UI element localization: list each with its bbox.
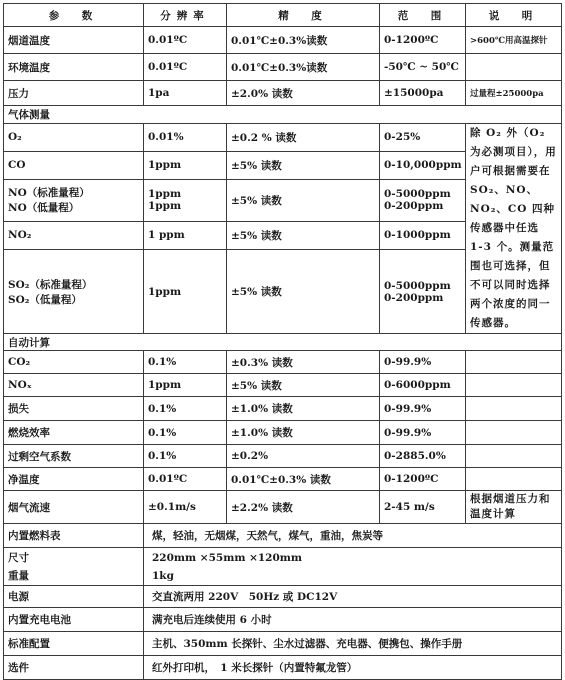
range-cell: 0-1000ppm [380, 221, 466, 250]
range-cell [380, 180, 466, 221]
table-row [4, 491, 562, 524]
note-cell [466, 421, 562, 445]
param-cell [4, 180, 144, 221]
range-cell: 2-45 m/s [380, 491, 466, 524]
param-line: 尺寸 [8, 551, 29, 564]
note-cell: 根据烟道压力和温度计算 [466, 491, 562, 524]
accuracy-cell: ±5% 读数 [227, 250, 380, 334]
resolution-cell: 1pa [144, 81, 227, 106]
value-line: 220mm ×55mm ×120mm [152, 551, 303, 564]
param-line: 重量 [8, 569, 29, 582]
value-cell: 煤，轻油，无烟煤，天然气，煤气，重油，焦炭等 [144, 524, 562, 548]
accuracy-cell: ±0.2% [227, 445, 380, 468]
param-cell: 过剩空气系数 [4, 445, 144, 468]
table-row [4, 608, 562, 632]
param-cell: CO₂ [4, 351, 144, 374]
resolution-cell: 0.01ºC [144, 27, 227, 54]
resolution-cell: 1ppm [144, 374, 227, 397]
param-cell: NO₂ [4, 221, 144, 250]
table-row [4, 468, 562, 491]
table-row [4, 421, 562, 445]
header-note: 说 明 [466, 4, 562, 27]
header-resolution: 分辨率 [144, 4, 227, 27]
range-cell: 0-25% [380, 124, 466, 152]
accuracy-cell: ±1.0% 读数 [227, 397, 380, 421]
note-cell [466, 351, 562, 374]
table-row [4, 632, 562, 656]
accuracy-cell: ±5% 读数 [227, 374, 380, 397]
range-line: 0-200ppm [384, 200, 444, 213]
range-cell [380, 250, 466, 334]
range-cell: ±15000pa [380, 81, 466, 106]
param-cell: 电源 [4, 586, 144, 608]
param-cell: 烟道温度 [4, 27, 144, 54]
resolution-cell: 1 ppm [144, 221, 227, 250]
param-cell: 内置充电电池 [4, 608, 144, 632]
value-line: 1kg [152, 569, 174, 582]
param-cell: 损失 [4, 397, 144, 421]
range-cell: 0-2885.0% [380, 445, 466, 468]
range-line: 0-5000ppm [384, 279, 451, 292]
resolution-cell: 0.01ºC [144, 468, 227, 491]
spec-table-wrapper [3, 3, 562, 680]
gas-note-cell: 除 O₂ 外（O₂ 为必测项目），用户可根据需要在 SO₂、NO、NO₂、CO 四种传感器中任选 1-3 个。测量范围也可选择，但不可以同时选择两个浓度的同一传感器。 [466, 124, 562, 334]
range-cell: 0-99.9% [380, 421, 466, 445]
resolution-cell: 0.01% [144, 124, 227, 152]
accuracy-cell: ±5% 读数 [227, 180, 380, 221]
header-row [4, 4, 562, 27]
accuracy-cell: 0.01℃±0.3%读数 [227, 27, 380, 54]
param-cell: 环境温度 [4, 54, 144, 81]
resolution-cell: 0.1% [144, 445, 227, 468]
accuracy-cell: ±2.2% 读数 [227, 491, 380, 524]
param-cell [4, 548, 144, 586]
param-cell: 燃烧效率 [4, 421, 144, 445]
accuracy-cell: ±5% 读数 [227, 221, 380, 250]
accuracy-cell: ±0.3% 读数 [227, 351, 380, 374]
section-title: 气体测量 [4, 106, 562, 124]
resolution-cell: 1ppm [144, 151, 227, 180]
note-cell: 过量程±25000pa [466, 81, 562, 106]
resolution-cell: 0.1% [144, 397, 227, 421]
param-cell: O₂ [4, 124, 144, 152]
range-cell: 0-99.9% [380, 351, 466, 374]
range-line: 0-200ppm [384, 291, 444, 304]
table-row [4, 397, 562, 421]
value-cell: 红外打印机， 1 米长探针（内置特氟龙管） [144, 656, 562, 680]
table-row [4, 656, 562, 680]
table-row [4, 548, 562, 586]
range-line: 0-5000ppm [384, 188, 451, 201]
note-cell [466, 397, 562, 421]
range-cell: 0-1200ºC [380, 468, 466, 491]
note-cell [466, 445, 562, 468]
accuracy-cell: ±1.0% 读数 [227, 421, 380, 445]
note-cell [466, 468, 562, 491]
range-cell: 0-1200ºC [380, 27, 466, 54]
accuracy-cell: 0.01℃±0.3%读数 [227, 54, 380, 81]
range-cell: 0-10,000ppm [380, 151, 466, 180]
section-title: 自动计算 [4, 334, 562, 351]
accuracy-cell: ±5% 读数 [227, 151, 380, 180]
range-cell: 0-99.9% [380, 397, 466, 421]
note-cell [466, 374, 562, 397]
section-row-calc [4, 334, 562, 351]
note-cell [466, 54, 562, 81]
accuracy-cell: ±0.2 % 读数 [227, 124, 380, 152]
header-param: 参 数 [4, 4, 144, 27]
param-cell: 净温度 [4, 468, 144, 491]
resolution-cell: 1ppm [144, 250, 227, 334]
table-row [4, 54, 562, 81]
accuracy-cell: 0.01℃±0.3% 读数 [227, 468, 380, 491]
param-cell: CO [4, 151, 144, 180]
resolution-cell: 0.1% [144, 421, 227, 445]
value-cell: 交直流两用 220V 50Hz 或 DC12V [144, 586, 562, 608]
table-row [4, 27, 562, 54]
param-line: NO（标准量程） [8, 187, 90, 200]
table-row [4, 81, 562, 106]
note-cell: >600℃用高温探针 [466, 27, 562, 54]
resolution-cell: 0.1% [144, 351, 227, 374]
table-row [4, 374, 562, 397]
param-cell: 内置燃料表 [4, 524, 144, 548]
resolution-line: 1ppm [148, 200, 182, 213]
param-cell: 标准配置 [4, 632, 144, 656]
value-cell [144, 548, 562, 586]
resolution-cell [144, 180, 227, 221]
param-cell [4, 250, 144, 334]
param-line: SO₂（标准量程） [8, 278, 93, 291]
range-cell: -50℃ ~ 50℃ [380, 54, 466, 81]
param-cell: 烟气流速 [4, 491, 144, 524]
table-row [4, 445, 562, 468]
header-accuracy: 精 度 [227, 4, 380, 27]
section-row-gas [4, 106, 562, 124]
param-cell: 选件 [4, 656, 144, 680]
table-row [4, 124, 562, 152]
value-cell: 满充电后连续使用 6 小时 [144, 608, 562, 632]
accuracy-cell: ±2.0% 读数 [227, 81, 380, 106]
range-cell: 0-6000ppm [380, 374, 466, 397]
param-cell: 压力 [4, 81, 144, 106]
value-cell: 主机、350mm 长探针、尘水过滤器、充电器、便携包、操作手册 [144, 632, 562, 656]
table-row [4, 351, 562, 374]
param-cell: NOₓ [4, 374, 144, 397]
table-row [4, 524, 562, 548]
param-line: NO（低量程） [8, 202, 80, 215]
resolution-cell: 0.01ºC [144, 54, 227, 81]
resolution-cell: ±0.1m/s [144, 491, 227, 524]
resolution-line: 1ppm [148, 188, 182, 201]
spec-table [3, 3, 562, 680]
param-line: SO₂（低量程） [8, 293, 82, 306]
table-row [4, 586, 562, 608]
header-range: 范 围 [380, 4, 466, 27]
